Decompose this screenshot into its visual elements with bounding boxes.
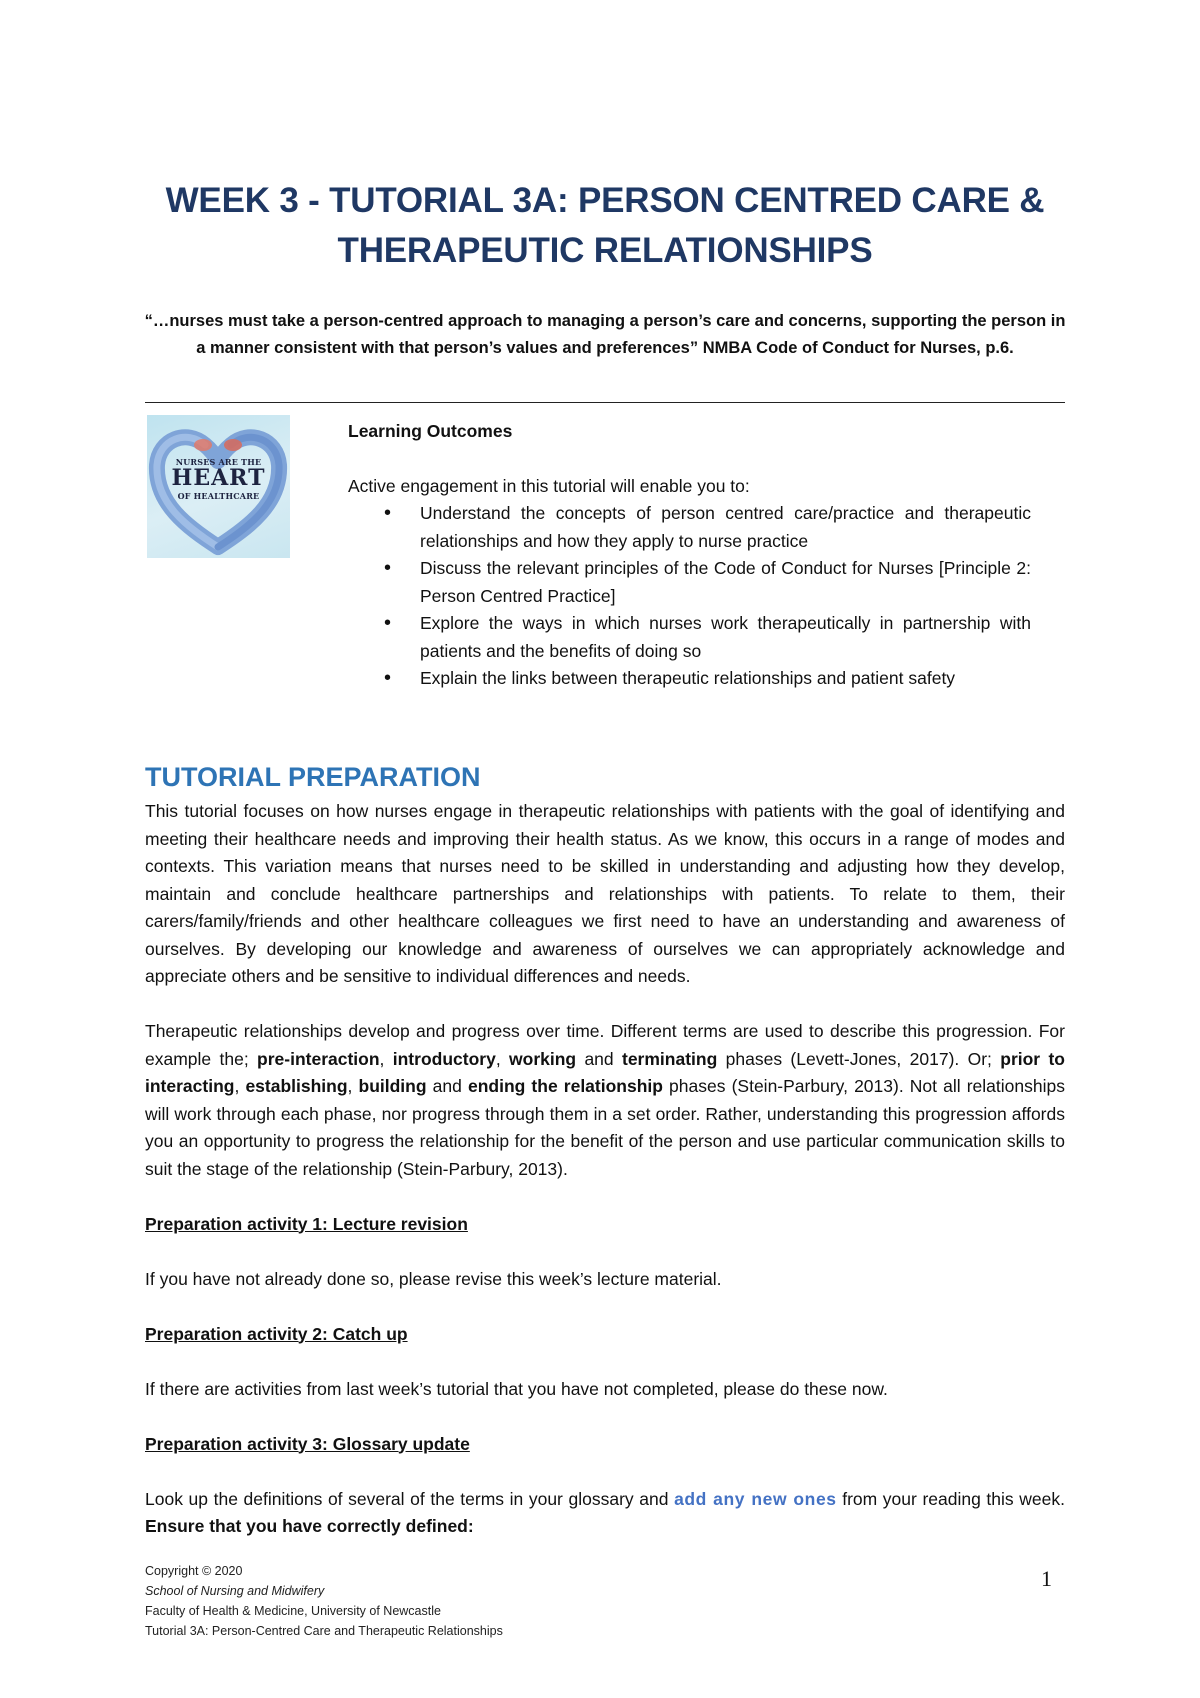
footer-tutorial: Tutorial 3A: Person-Centred Care and Therapeutic Relationships: [145, 1624, 503, 1638]
list-item: • Explain the links between therapeutic relationships and patient safety: [348, 665, 1031, 693]
divider: [145, 402, 1065, 403]
list-item: • Discuss the relevant principles of the Code of Conduct for Nurses [Principle 2: Person Centred Practice]: [348, 555, 1031, 610]
title-line-2: THERAPEUTIC RELATIONSHIPS: [337, 231, 873, 270]
hero-image: [147, 415, 290, 558]
hero-text-line-1: NURSES ARE THE: [175, 457, 262, 467]
activity-2-text: If there are activities from last week’s tutorial that you have not completed, please do these now.: [145, 1378, 888, 1399]
hero-text-line-3: OF HEALTHCARE: [177, 491, 260, 501]
footer-copyright: Copyright © 2020: [145, 1564, 243, 1578]
bold-term: working: [509, 1048, 577, 1069]
highlight-text: add any new ones: [674, 1488, 837, 1509]
section-heading: TUTORIAL PREPARATION: [145, 762, 481, 792]
activity-3-title: Preparation activity 3: Glossary update: [145, 1433, 470, 1454]
paragraph-intro: This tutorial focuses on how nurses engage in therapeutic relationships with patients with the goal of identifying and meeting their healthcare needs and improving their health status. As we know, this occurs in a range of modes and contexts. This variation means that nurses need to be skilled in understanding and adjusting how they develop, maintain and conclude healthcare partnerships and relationships with patients. To relate to them, their carers/family/friends and other healthcare colleagues we first need to have an understanding and awareness of ourselves. By developing our knowledge and awareness of ourselves we can appropriately acknowledge and appreciate others and be sensitive to individual differences and needs.: [145, 801, 1065, 986]
text-run: Therapeutic relationships develop and progress over time. Different terms are used to describe this progression. For example the;: [145, 1021, 1065, 1069]
bold-term: pre-interaction: [257, 1048, 380, 1069]
bold-term: prior to interacting: [145, 1048, 1065, 1096]
footer-faculty: Faculty of Health & Medicine, University of Newcastle: [145, 1604, 441, 1618]
bold-term: establishing: [245, 1076, 348, 1096]
page-number: 1: [1041, 1566, 1052, 1591]
hero-text-line-2: HEART: [171, 465, 266, 491]
body-content: [145, 798, 1065, 1568]
text-run: phases (Levett-Jones, 2017). Or;: [717, 1048, 1001, 1069]
bold-term: ending the relationship: [467, 1076, 663, 1096]
activity-2-title: Preparation activity 2: Catch up: [145, 1323, 408, 1344]
text-run: and: [426, 1076, 468, 1096]
text-run: and: [576, 1048, 622, 1069]
text-run: ,: [234, 1076, 246, 1096]
bold-term: building: [358, 1076, 427, 1096]
activity-1-text: If you have not already done so, please revise this week’s lecture material.: [145, 1268, 722, 1289]
text-run: ,: [495, 1048, 510, 1069]
learning-outcomes: [348, 418, 1031, 693]
footer: [145, 1561, 503, 1641]
paragraph-phases: [145, 1018, 1065, 1183]
list-item: • Understand the concepts of person centred care/practice and therapeutic relationships and how they apply to nurse practice: [348, 500, 1031, 555]
text-run: ,: [379, 1048, 393, 1069]
bold-term: terminating: [622, 1048, 718, 1069]
learning-outcomes-list: [348, 500, 1031, 693]
text-run: phases (Stein-Parbury, 2013). Not all relationships will work through each phase, nor progress through them in a set order. Rather, understanding this progression affords you an opportunity to progress the relationship for the benefit of the person and use particular communication skills to suit the stage of the relationship (Stein-Parbury, 2013).: [145, 1076, 1065, 1179]
bold-term: introductory: [392, 1048, 496, 1069]
text-run: from your reading this week.: [836, 1488, 1065, 1509]
activity-3-text: [145, 1486, 1065, 1541]
activity-1-title: Preparation activity 1: Lecture revision: [145, 1213, 468, 1234]
bold-term: Ensure that you have correctly defined:: [145, 1516, 474, 1536]
title-line-1: WEEK 3 - TUTORIAL 3A: PERSON CENTRED CARE &: [165, 181, 1045, 220]
page-title: [145, 176, 1065, 276]
opening-quote: “…nurses must take a person-centred approach to managing a person’s care and concerns, supporting the person in a manner consistent with that person’s values and preferences” NMBA Code of Conduct for Nurses, p.6.: [144, 312, 1066, 357]
learning-outcomes-intro: Active engagement in this tutorial will enable you to:: [348, 475, 750, 496]
text-run: ,: [347, 1076, 359, 1096]
footer-school: School of Nursing and Midwifery: [145, 1584, 325, 1598]
text-run: Look up the definitions of several of the terms in your glossary and: [145, 1488, 675, 1509]
learning-outcomes-heading: Learning Outcomes: [348, 421, 513, 441]
list-item: • Explore the ways in which nurses work therapeutically in partnership with patients and the benefits of doing so: [348, 610, 1031, 665]
